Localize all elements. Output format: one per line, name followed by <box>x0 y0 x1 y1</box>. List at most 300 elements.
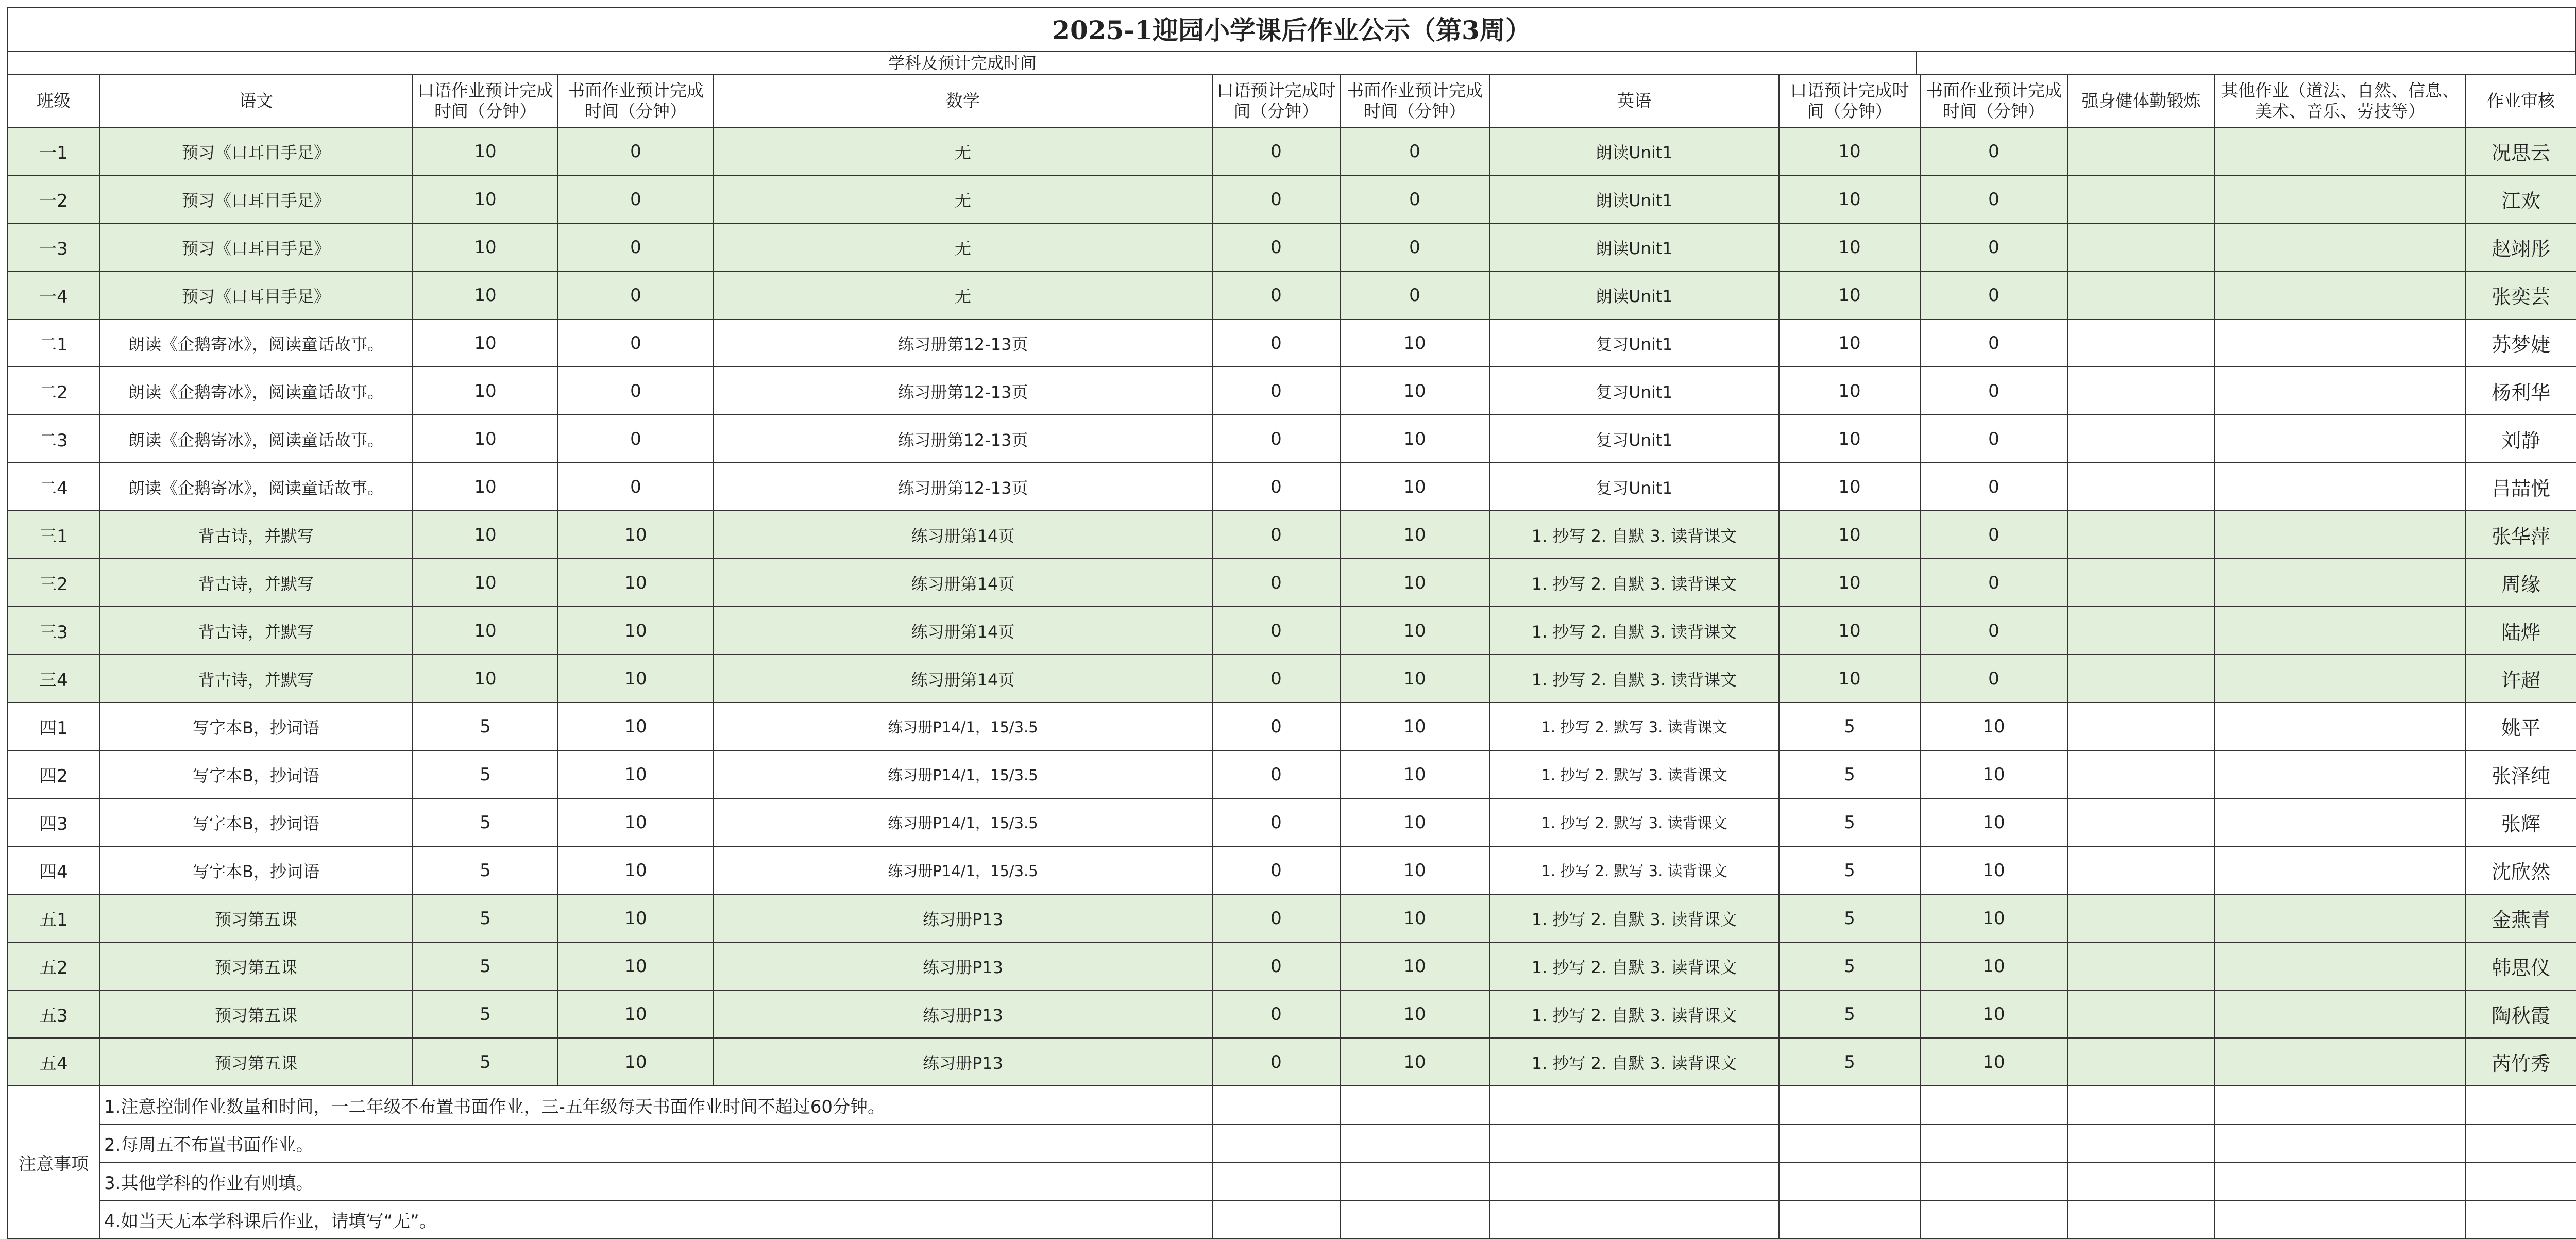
note-text: 4.如当天无本学科课后作业，请填写“无”。 <box>99 1200 1212 1238</box>
cell-chinese-written: 0 <box>558 271 714 319</box>
cell-chinese-oral: 10 <box>413 511 558 559</box>
cell-math-oral: 0 <box>1212 127 1340 175</box>
header-math-written: 书面作业预计完成时间（分钟） <box>1340 75 1489 127</box>
note-empty-cell <box>1920 1162 2067 1200</box>
table-row <box>8 607 2576 655</box>
note-empty-cell <box>1489 1086 1779 1124</box>
cell-class: 四4 <box>8 846 99 894</box>
note-empty-cell <box>2465 1162 2576 1200</box>
sheet-title: 2025-1迎园小学课后作业公示（第3周） <box>7 7 2576 52</box>
cell-other <box>2215 367 2465 415</box>
table-row <box>8 990 2576 1038</box>
cell-other <box>2215 894 2465 942</box>
cell-math: 无 <box>714 271 1212 319</box>
cell-chinese: 预习第五课 <box>99 990 413 1038</box>
cell-math: 无 <box>714 223 1212 271</box>
cell-chinese: 预习《口耳目手足》 <box>99 127 413 175</box>
cell-chinese-oral: 10 <box>413 223 558 271</box>
cell-math: 练习册P13 <box>714 990 1212 1038</box>
cell-reviewer: 陶秋霞 <box>2465 990 2576 1038</box>
cell-chinese-written: 10 <box>558 607 714 655</box>
cell-class: 五3 <box>8 990 99 1038</box>
cell-class: 三4 <box>8 655 99 702</box>
cell-chinese: 朗读《企鹅寄冰》，阅读童话故事。 <box>99 463 413 511</box>
note-empty-cell <box>2067 1124 2215 1162</box>
cell-chinese: 预习第五课 <box>99 1038 413 1086</box>
cell-english: 1. 抄写 2. 自默 3. 读背课文 <box>1489 894 1779 942</box>
header-other: 其他作业（道法、自然、信息、美术、音乐、劳技等） <box>2215 75 2465 127</box>
cell-pe <box>2067 846 2215 894</box>
note-empty-cell <box>1779 1200 1920 1238</box>
cell-chinese: 朗读《企鹅寄冰》，阅读童话故事。 <box>99 367 413 415</box>
table-row <box>8 223 2576 271</box>
table-row <box>8 415 2576 463</box>
header-class: 班级 <box>8 75 99 127</box>
cell-math: 练习册第12-13页 <box>714 367 1212 415</box>
cell-chinese: 预习第五课 <box>99 894 413 942</box>
cell-math-written: 10 <box>1340 415 1489 463</box>
cell-math: 练习册P13 <box>714 894 1212 942</box>
cell-math: 练习册第12-13页 <box>714 415 1212 463</box>
note-empty-cell <box>2067 1162 2215 1200</box>
cell-math: 练习册第14页 <box>714 511 1212 559</box>
cell-english-written: 0 <box>1920 607 2067 655</box>
cell-other <box>2215 223 2465 271</box>
cell-math: 无 <box>714 127 1212 175</box>
note-row <box>8 1162 2576 1200</box>
cell-chinese-oral: 5 <box>413 846 558 894</box>
cell-english-written: 10 <box>1920 1038 2067 1086</box>
note-empty-cell <box>1489 1124 1779 1162</box>
cell-math-written: 10 <box>1340 942 1489 990</box>
cell-english-written: 10 <box>1920 798 2067 846</box>
cell-math-written: 10 <box>1340 990 1489 1038</box>
table-row <box>8 367 2576 415</box>
cell-chinese-written: 10 <box>558 990 714 1038</box>
cell-reviewer: 张奕芸 <box>2465 271 2576 319</box>
cell-class: 三1 <box>8 511 99 559</box>
cell-chinese: 背古诗，并默写 <box>99 511 413 559</box>
cell-class: 一2 <box>8 175 99 223</box>
cell-math: 练习册P14/1，15/3.5 <box>714 702 1212 750</box>
cell-chinese-oral: 5 <box>413 750 558 798</box>
subheader-blank <box>1916 52 2576 74</box>
note-empty-cell <box>1779 1162 1920 1200</box>
table-row <box>8 655 2576 702</box>
header-english-written: 书面作业预计完成时间（分钟） <box>1920 75 2067 127</box>
cell-pe <box>2067 559 2215 607</box>
cell-english: 1. 抄写 2. 自默 3. 读背课文 <box>1489 1038 1779 1086</box>
cell-other <box>2215 271 2465 319</box>
header-english: 英语 <box>1489 75 1779 127</box>
cell-other <box>2215 175 2465 223</box>
cell-pe <box>2067 511 2215 559</box>
cell-chinese-written: 0 <box>558 415 714 463</box>
cell-chinese: 朗读《企鹅寄冰》，阅读童话故事。 <box>99 319 413 367</box>
cell-chinese: 背古诗，并默写 <box>99 607 413 655</box>
table-row <box>8 127 2576 175</box>
cell-reviewer: 江欢 <box>2465 175 2576 223</box>
note-empty-cell <box>1212 1162 1340 1200</box>
cell-english-written: 10 <box>1920 702 2067 750</box>
cell-math-written: 10 <box>1340 1038 1489 1086</box>
cell-english-written: 10 <box>1920 942 2067 990</box>
cell-chinese-oral: 10 <box>413 127 558 175</box>
note-empty-cell <box>1212 1086 1340 1124</box>
cell-math-oral: 0 <box>1212 367 1340 415</box>
cell-chinese-written: 0 <box>558 223 714 271</box>
cell-class: 五2 <box>8 942 99 990</box>
cell-english-written: 10 <box>1920 846 2067 894</box>
cell-english-oral: 10 <box>1779 607 1920 655</box>
cell-math: 练习册第12-13页 <box>714 319 1212 367</box>
cell-english-oral: 10 <box>1779 175 1920 223</box>
cell-chinese-written: 10 <box>558 846 714 894</box>
cell-chinese-written: 10 <box>558 750 714 798</box>
cell-pe <box>2067 1038 2215 1086</box>
table-row <box>8 1038 2576 1086</box>
cell-pe <box>2067 702 2215 750</box>
cell-chinese: 预习《口耳目手足》 <box>99 175 413 223</box>
note-empty-cell <box>1489 1162 1779 1200</box>
cell-english-written: 0 <box>1920 415 2067 463</box>
cell-chinese-written: 10 <box>558 894 714 942</box>
cell-chinese: 写字本B，抄词语 <box>99 846 413 894</box>
note-empty-cell <box>2465 1200 2576 1238</box>
header-reviewer: 作业审核 <box>2465 75 2576 127</box>
cell-pe <box>2067 655 2215 702</box>
cell-chinese-oral: 10 <box>413 559 558 607</box>
cell-math-oral: 0 <box>1212 559 1340 607</box>
cell-english-written: 10 <box>1920 894 2067 942</box>
cell-english-oral: 10 <box>1779 271 1920 319</box>
cell-reviewer: 吕喆悦 <box>2465 463 2576 511</box>
cell-chinese: 背古诗，并默写 <box>99 559 413 607</box>
note-empty-cell <box>1489 1200 1779 1238</box>
cell-english-written: 0 <box>1920 511 2067 559</box>
table-row <box>8 463 2576 511</box>
notes-label: 注意事项 <box>8 1086 99 1238</box>
cell-chinese-written: 0 <box>558 463 714 511</box>
cell-english-written: 0 <box>1920 175 2067 223</box>
cell-english-oral: 10 <box>1779 223 1920 271</box>
cell-math-written: 10 <box>1340 511 1489 559</box>
cell-chinese-written: 10 <box>558 559 714 607</box>
cell-english-oral: 10 <box>1779 415 1920 463</box>
table-row <box>8 175 2576 223</box>
cell-class: 四2 <box>8 750 99 798</box>
cell-chinese: 朗读《企鹅寄冰》，阅读童话故事。 <box>99 415 413 463</box>
cell-pe <box>2067 942 2215 990</box>
cell-math-oral: 0 <box>1212 511 1340 559</box>
cell-english: 1. 抄写 2. 自默 3. 读背课文 <box>1489 607 1779 655</box>
cell-pe <box>2067 367 2215 415</box>
cell-math-oral: 0 <box>1212 175 1340 223</box>
cell-english-oral: 5 <box>1779 1038 1920 1086</box>
cell-pe <box>2067 607 2215 655</box>
cell-math-written: 10 <box>1340 559 1489 607</box>
cell-math-written: 10 <box>1340 607 1489 655</box>
cell-reviewer: 张华萍 <box>2465 511 2576 559</box>
cell-reviewer: 周缘 <box>2465 559 2576 607</box>
cell-math-oral: 0 <box>1212 798 1340 846</box>
cell-chinese-oral: 5 <box>413 942 558 990</box>
cell-english-oral: 5 <box>1779 894 1920 942</box>
cell-reviewer: 姚平 <box>2465 702 2576 750</box>
cell-english-oral: 10 <box>1779 655 1920 702</box>
header-row <box>8 75 2576 127</box>
cell-reviewer: 苏梦婕 <box>2465 319 2576 367</box>
cell-class: 三2 <box>8 559 99 607</box>
cell-other <box>2215 559 2465 607</box>
note-empty-cell <box>2215 1086 2465 1124</box>
header-chinese-oral: 口语作业预计完成时间（分钟） <box>413 75 558 127</box>
cell-english-oral: 5 <box>1779 942 1920 990</box>
cell-chinese: 写字本B，抄词语 <box>99 798 413 846</box>
cell-pe <box>2067 415 2215 463</box>
cell-class: 二3 <box>8 415 99 463</box>
note-text: 3.其他学科的作业有则填。 <box>99 1162 1212 1200</box>
cell-english: 1. 抄写 2. 默写 3. 读背课文 <box>1489 846 1779 894</box>
cell-pe <box>2067 463 2215 511</box>
cell-math-oral: 0 <box>1212 894 1340 942</box>
cell-chinese-oral: 5 <box>413 702 558 750</box>
note-empty-cell <box>2067 1086 2215 1124</box>
cell-chinese-written: 10 <box>558 1038 714 1086</box>
cell-math-oral: 0 <box>1212 607 1340 655</box>
cell-math-written: 0 <box>1340 127 1489 175</box>
note-empty-cell <box>2215 1162 2465 1200</box>
cell-english: 复习Unit1 <box>1489 367 1779 415</box>
cell-other <box>2215 798 2465 846</box>
cell-english-written: 0 <box>1920 319 2067 367</box>
cell-math: 练习册P13 <box>714 1038 1212 1086</box>
cell-english: 朗读Unit1 <box>1489 271 1779 319</box>
cell-english: 1. 抄写 2. 自默 3. 读背课文 <box>1489 942 1779 990</box>
cell-math-oral: 0 <box>1212 750 1340 798</box>
cell-english-written: 0 <box>1920 271 2067 319</box>
table-row <box>8 942 2576 990</box>
cell-chinese-oral: 10 <box>413 271 558 319</box>
cell-math-written: 0 <box>1340 223 1489 271</box>
cell-math-oral: 0 <box>1212 942 1340 990</box>
cell-other <box>2215 750 2465 798</box>
cell-math-oral: 0 <box>1212 463 1340 511</box>
note-empty-cell <box>1779 1124 1920 1162</box>
cell-chinese-oral: 5 <box>413 1038 558 1086</box>
cell-reviewer: 刘静 <box>2465 415 2576 463</box>
cell-reviewer: 许超 <box>2465 655 2576 702</box>
cell-math-oral: 0 <box>1212 271 1340 319</box>
cell-math-oral: 0 <box>1212 846 1340 894</box>
cell-math-written: 0 <box>1340 271 1489 319</box>
cell-chinese-written: 10 <box>558 798 714 846</box>
note-empty-cell <box>2465 1086 2576 1124</box>
header-math: 数学 <box>714 75 1212 127</box>
cell-math-written: 10 <box>1340 655 1489 702</box>
cell-english-written: 0 <box>1920 223 2067 271</box>
note-empty-cell <box>1340 1200 1489 1238</box>
cell-chinese: 预习《口耳目手足》 <box>99 271 413 319</box>
cell-math-written: 10 <box>1340 750 1489 798</box>
cell-chinese-oral: 10 <box>413 175 558 223</box>
cell-english: 1. 抄写 2. 默写 3. 读背课文 <box>1489 750 1779 798</box>
cell-chinese-oral: 10 <box>413 463 558 511</box>
cell-chinese-written: 10 <box>558 942 714 990</box>
cell-other <box>2215 463 2465 511</box>
cell-english-written: 0 <box>1920 559 2067 607</box>
cell-chinese-written: 0 <box>558 127 714 175</box>
cell-math-written: 10 <box>1340 319 1489 367</box>
cell-math-written: 0 <box>1340 175 1489 223</box>
cell-chinese: 写字本B，抄词语 <box>99 702 413 750</box>
table-row <box>8 846 2576 894</box>
cell-chinese-written: 10 <box>558 702 714 750</box>
cell-chinese: 写字本B，抄词语 <box>99 750 413 798</box>
cell-math: 练习册第14页 <box>714 559 1212 607</box>
cell-chinese-oral: 5 <box>413 798 558 846</box>
cell-pe <box>2067 750 2215 798</box>
cell-english-written: 10 <box>1920 990 2067 1038</box>
cell-math: 练习册P13 <box>714 942 1212 990</box>
note-empty-cell <box>2465 1124 2576 1162</box>
cell-english-oral: 10 <box>1779 511 1920 559</box>
cell-class: 二2 <box>8 367 99 415</box>
cell-english-oral: 5 <box>1779 702 1920 750</box>
cell-chinese-oral: 5 <box>413 894 558 942</box>
cell-english-oral: 5 <box>1779 750 1920 798</box>
cell-chinese-oral: 10 <box>413 415 558 463</box>
cell-math-oral: 0 <box>1212 223 1340 271</box>
cell-class: 五1 <box>8 894 99 942</box>
cell-english: 复习Unit1 <box>1489 463 1779 511</box>
table-row <box>8 702 2576 750</box>
note-row <box>8 1124 2576 1162</box>
cell-other <box>2215 607 2465 655</box>
cell-reviewer: 金燕青 <box>2465 894 2576 942</box>
note-text: 1.注意控制作业数量和时间，一二年级不布置书面作业，三-五年级每天书面作业时间不超过60分钟。 <box>99 1086 1212 1124</box>
cell-math-oral: 0 <box>1212 1038 1340 1086</box>
cell-chinese-oral: 10 <box>413 367 558 415</box>
cell-chinese-written: 0 <box>558 175 714 223</box>
cell-english: 复习Unit1 <box>1489 319 1779 367</box>
table-row <box>8 750 2576 798</box>
cell-english: 朗读Unit1 <box>1489 127 1779 175</box>
cell-class: 二4 <box>8 463 99 511</box>
cell-english-oral: 10 <box>1779 559 1920 607</box>
cell-english-oral: 10 <box>1779 127 1920 175</box>
cell-math: 无 <box>714 175 1212 223</box>
cell-other <box>2215 1038 2465 1086</box>
cell-english-written: 0 <box>1920 127 2067 175</box>
note-empty-cell <box>1779 1086 1920 1124</box>
cell-english: 复习Unit1 <box>1489 415 1779 463</box>
note-empty-cell <box>1920 1200 2067 1238</box>
cell-pe <box>2067 798 2215 846</box>
table-row <box>8 559 2576 607</box>
cell-math-oral: 0 <box>1212 655 1340 702</box>
cell-chinese-written: 10 <box>558 655 714 702</box>
cell-math-oral: 0 <box>1212 990 1340 1038</box>
cell-english-oral: 10 <box>1779 319 1920 367</box>
cell-class: 一4 <box>8 271 99 319</box>
cell-pe <box>2067 175 2215 223</box>
cell-english: 1. 抄写 2. 默写 3. 读背课文 <box>1489 702 1779 750</box>
cell-english-written: 0 <box>1920 367 2067 415</box>
cell-english-written: 0 <box>1920 655 2067 702</box>
cell-pe <box>2067 127 2215 175</box>
cell-math-written: 10 <box>1340 894 1489 942</box>
note-row <box>8 1086 2576 1124</box>
cell-reviewer: 况思云 <box>2465 127 2576 175</box>
cell-math-written: 10 <box>1340 846 1489 894</box>
header-pe: 强身健体勤锻炼 <box>2067 75 2215 127</box>
cell-pe <box>2067 223 2215 271</box>
cell-chinese: 预习第五课 <box>99 942 413 990</box>
table-row <box>8 894 2576 942</box>
table-row <box>8 271 2576 319</box>
cell-chinese-oral: 10 <box>413 607 558 655</box>
cell-english: 1. 抄写 2. 自默 3. 读背课文 <box>1489 511 1779 559</box>
cell-english-written: 10 <box>1920 750 2067 798</box>
cell-math-written: 10 <box>1340 702 1489 750</box>
note-empty-cell <box>1340 1086 1489 1124</box>
header-english-oral: 口语预计完成时间（分钟） <box>1779 75 1920 127</box>
cell-chinese-oral: 5 <box>413 990 558 1038</box>
cell-english: 朗读Unit1 <box>1489 175 1779 223</box>
cell-reviewer: 陆烨 <box>2465 607 2576 655</box>
cell-other <box>2215 511 2465 559</box>
cell-chinese: 背古诗，并默写 <box>99 655 413 702</box>
header-math-oral: 口语预计完成时间（分钟） <box>1212 75 1340 127</box>
cell-class: 一3 <box>8 223 99 271</box>
note-empty-cell <box>1920 1124 2067 1162</box>
cell-chinese-written: 0 <box>558 367 714 415</box>
cell-english: 朗读Unit1 <box>1489 223 1779 271</box>
cell-pe <box>2067 894 2215 942</box>
cell-reviewer: 张泽纯 <box>2465 750 2576 798</box>
cell-reviewer: 张辉 <box>2465 798 2576 846</box>
note-empty-cell <box>1920 1086 2067 1124</box>
header-chinese-written: 书面作业预计完成时间（分钟） <box>558 75 714 127</box>
cell-math: 练习册P14/1，15/3.5 <box>714 798 1212 846</box>
cell-chinese: 预习《口耳目手足》 <box>99 223 413 271</box>
cell-reviewer: 赵翊彤 <box>2465 223 2576 271</box>
homework-table <box>7 74 2576 1239</box>
cell-class: 二1 <box>8 319 99 367</box>
note-empty-cell <box>2215 1200 2465 1238</box>
table-row <box>8 319 2576 367</box>
cell-pe <box>2067 319 2215 367</box>
cell-english-oral: 5 <box>1779 846 1920 894</box>
cell-other <box>2215 127 2465 175</box>
cell-math: 练习册第12-13页 <box>714 463 1212 511</box>
cell-english: 1. 抄写 2. 自默 3. 读背课文 <box>1489 559 1779 607</box>
cell-reviewer: 芮竹秀 <box>2465 1038 2576 1086</box>
cell-class: 三3 <box>8 607 99 655</box>
cell-math-written: 10 <box>1340 463 1489 511</box>
table-row <box>8 798 2576 846</box>
cell-reviewer: 杨利华 <box>2465 367 2576 415</box>
cell-english-oral: 5 <box>1779 798 1920 846</box>
cell-other <box>2215 846 2465 894</box>
cell-math-oral: 0 <box>1212 702 1340 750</box>
header-chinese: 语文 <box>99 75 413 127</box>
cell-math: 练习册P14/1，15/3.5 <box>714 750 1212 798</box>
cell-chinese-oral: 10 <box>413 655 558 702</box>
cell-other <box>2215 702 2465 750</box>
cell-chinese-oral: 10 <box>413 319 558 367</box>
